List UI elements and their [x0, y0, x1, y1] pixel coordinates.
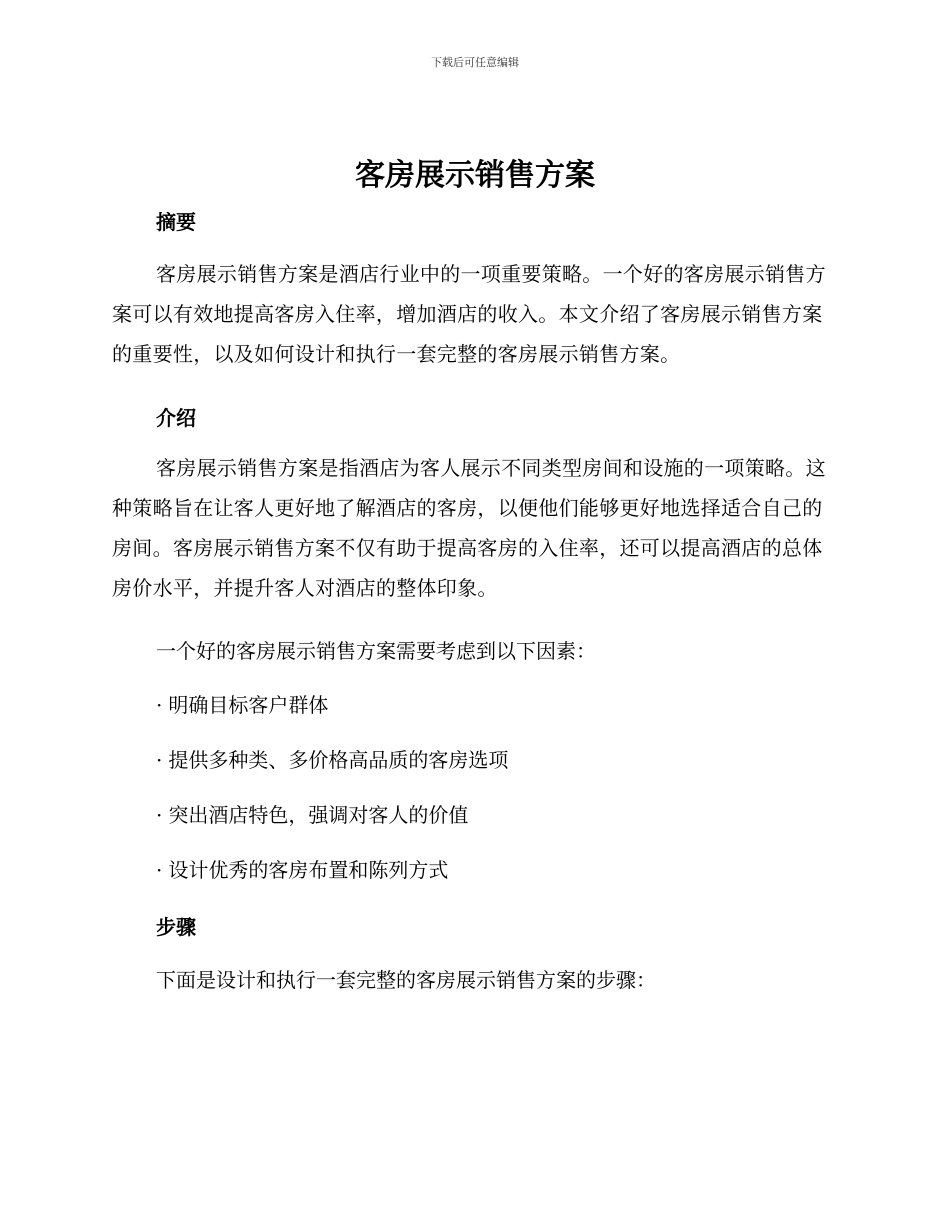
list-item	[156, 855, 448, 885]
list-item	[156, 800, 468, 830]
factor-text: 设计优秀的客房布置和陈列方式	[168, 858, 449, 882]
heading-steps: 步骤	[156, 915, 196, 939]
steps-lead: 下面是设计和执行一套完整的客房展示销售方案的步骤：	[156, 968, 656, 992]
factor-text: 突出酒店特色，强调对客人的价值	[168, 803, 469, 827]
header-note: 下载后可任意编辑	[431, 56, 519, 69]
abstract-paragraph: 客房展示销售方案是酒店行业中的一项重要策略。一个好的客房展示销售方案可以有效地提高客房入住率，增加酒店的收入。本文介绍了客房展示销售方案的重要性，以及如何设计和执行一套完整的客房展示销售方案。	[112, 262, 826, 366]
list-item	[156, 690, 328, 720]
bullet-icon: ·	[156, 803, 163, 827]
heading-intro: 介绍	[156, 406, 196, 430]
list-item	[156, 745, 508, 775]
factor-text: 明确目标客户群体	[168, 693, 329, 717]
factor-text: 提供多种类、多价格高品质的客房选项	[168, 748, 509, 772]
document-title: 客房展示销售方案	[355, 158, 595, 193]
bullet-icon: ·	[156, 748, 163, 772]
factors-lead: 一个好的客房展示销售方案需要考虑到以下因素：	[156, 639, 596, 663]
bullet-icon: ·	[156, 693, 163, 717]
intro-paragraph: 客房展示销售方案是指酒店为客人展示不同类型房间和设施的一项策略。这种策略旨在让客人更好地了解酒店的客房，以便他们能够更好地选择适合自己的房间。客房展示销售方案不仅有助于提高客房的入住率，还可以提高酒店的总体房价水平，并提升客人对酒店的整体印象。	[112, 456, 826, 600]
bullet-icon: ·	[156, 858, 163, 882]
heading-abstract: 摘要	[156, 210, 196, 234]
